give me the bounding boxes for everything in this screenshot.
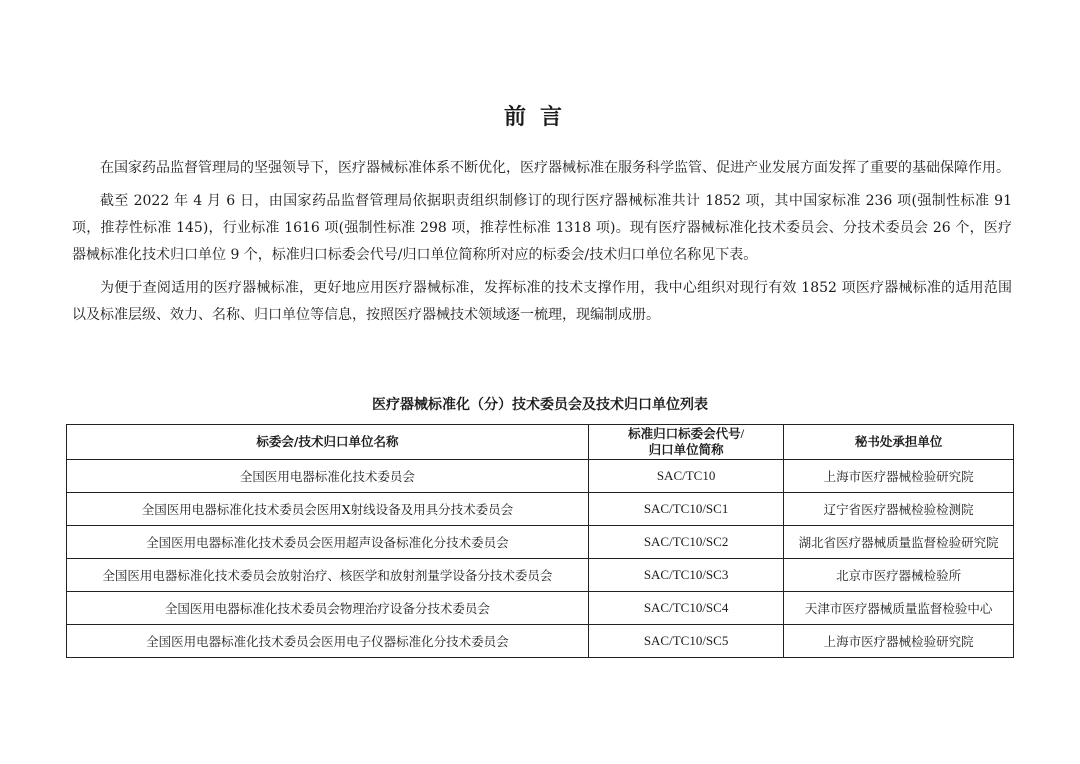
cell-unit: 上海市医疗器械检验研究院 xyxy=(784,625,1014,658)
preface-body xyxy=(72,155,1012,335)
paragraph-3: 为便于查阅适用的医疗器械标准，更好地应用医疗器械标准，发挥标准的技术支撑作用，我中心组织对现行有效 1852 项医疗器械标准的适用范围以及标准层级、效力、名称、归口单位等信息，按照医疗器械技术领域逐一梳理，现编制成册。 xyxy=(72,280,1012,323)
cell-unit: 上海市医疗器械检验研究院 xyxy=(784,460,1014,493)
cell-code: SAC/TC10/SC3 xyxy=(588,559,783,592)
header-name: 标委会/技术归口单位名称 xyxy=(67,425,589,460)
table-row xyxy=(67,493,1014,526)
cell-code: SAC/TC10/SC5 xyxy=(588,625,783,658)
cell-name: 全国医用电器标准化技术委员会医用电子仪器标准化分技术委员会 xyxy=(67,625,589,658)
cell-code: SAC/TC10/SC4 xyxy=(588,592,783,625)
paragraph-2: 截至 2022 年 4 月 6 日，由国家药品监督管理局依据职责组织制修订的现行医疗器械标准共计 1852 项，其中国家标准 236 项(强制性标准 91 项，推荐性标准 145)，行业标准 1616 项(强制性标准 298 项，推荐性标准 1318 项)。现有医疗器械标准化技术委员会、分技术委员会 26 个，医疗器械标准化技术归口单位 9 个，标准归口标委会代号/归口单位简称所对应的标委会/技术归口单位名称见下表。 xyxy=(72,193,1012,263)
header-code-line2: 归口单位简称 xyxy=(648,443,724,457)
table-row xyxy=(67,526,1014,559)
committee-table xyxy=(66,424,1014,658)
cell-name: 全国医用电器标准化技术委员会物理治疗设备分技术委员会 xyxy=(67,592,589,625)
cell-code: SAC/TC10/SC2 xyxy=(588,526,783,559)
table-row xyxy=(67,559,1014,592)
table-header-row xyxy=(67,425,1014,460)
table-title: 医疗器械标准化（分）技术委员会及技术归口单位列表 xyxy=(372,397,708,413)
cell-unit: 北京市医疗器械检验所 xyxy=(784,559,1014,592)
table-row xyxy=(67,625,1014,658)
header-unit: 秘书处承担单位 xyxy=(784,425,1014,460)
paragraph-1: 在国家药品监督管理局的坚强领导下，医疗器械标准体系不断优化，医疗器械标准在服务科学监管、促进产业发展方面发挥了重要的基础保障作用。 xyxy=(100,160,1010,176)
cell-name: 全国医用电器标准化技术委员会医用X射线设备及用具分技术委员会 xyxy=(67,493,589,526)
cell-name: 全国医用电器标准化技术委员会医用超声设备标准化分技术委员会 xyxy=(67,526,589,559)
cell-code: SAC/TC10 xyxy=(588,460,783,493)
cell-name: 全国医用电器标准化技术委员会 xyxy=(67,460,589,493)
page-heading: 前言 xyxy=(503,104,576,130)
header-code xyxy=(588,425,783,460)
cell-name: 全国医用电器标准化技术委员会放射治疗、核医学和放射剂量学设备分技术委员会 xyxy=(67,559,589,592)
cell-unit: 湖北省医疗器械质量监督检验研究院 xyxy=(784,526,1014,559)
table-row xyxy=(67,460,1014,493)
header-code-line1: 标准归口标委会代号/ xyxy=(628,427,745,441)
cell-code: SAC/TC10/SC1 xyxy=(588,493,783,526)
cell-unit: 辽宁省医疗器械检验检测院 xyxy=(784,493,1014,526)
table-row xyxy=(67,592,1014,625)
cell-unit: 天津市医疗器械质量监督检验中心 xyxy=(784,592,1014,625)
